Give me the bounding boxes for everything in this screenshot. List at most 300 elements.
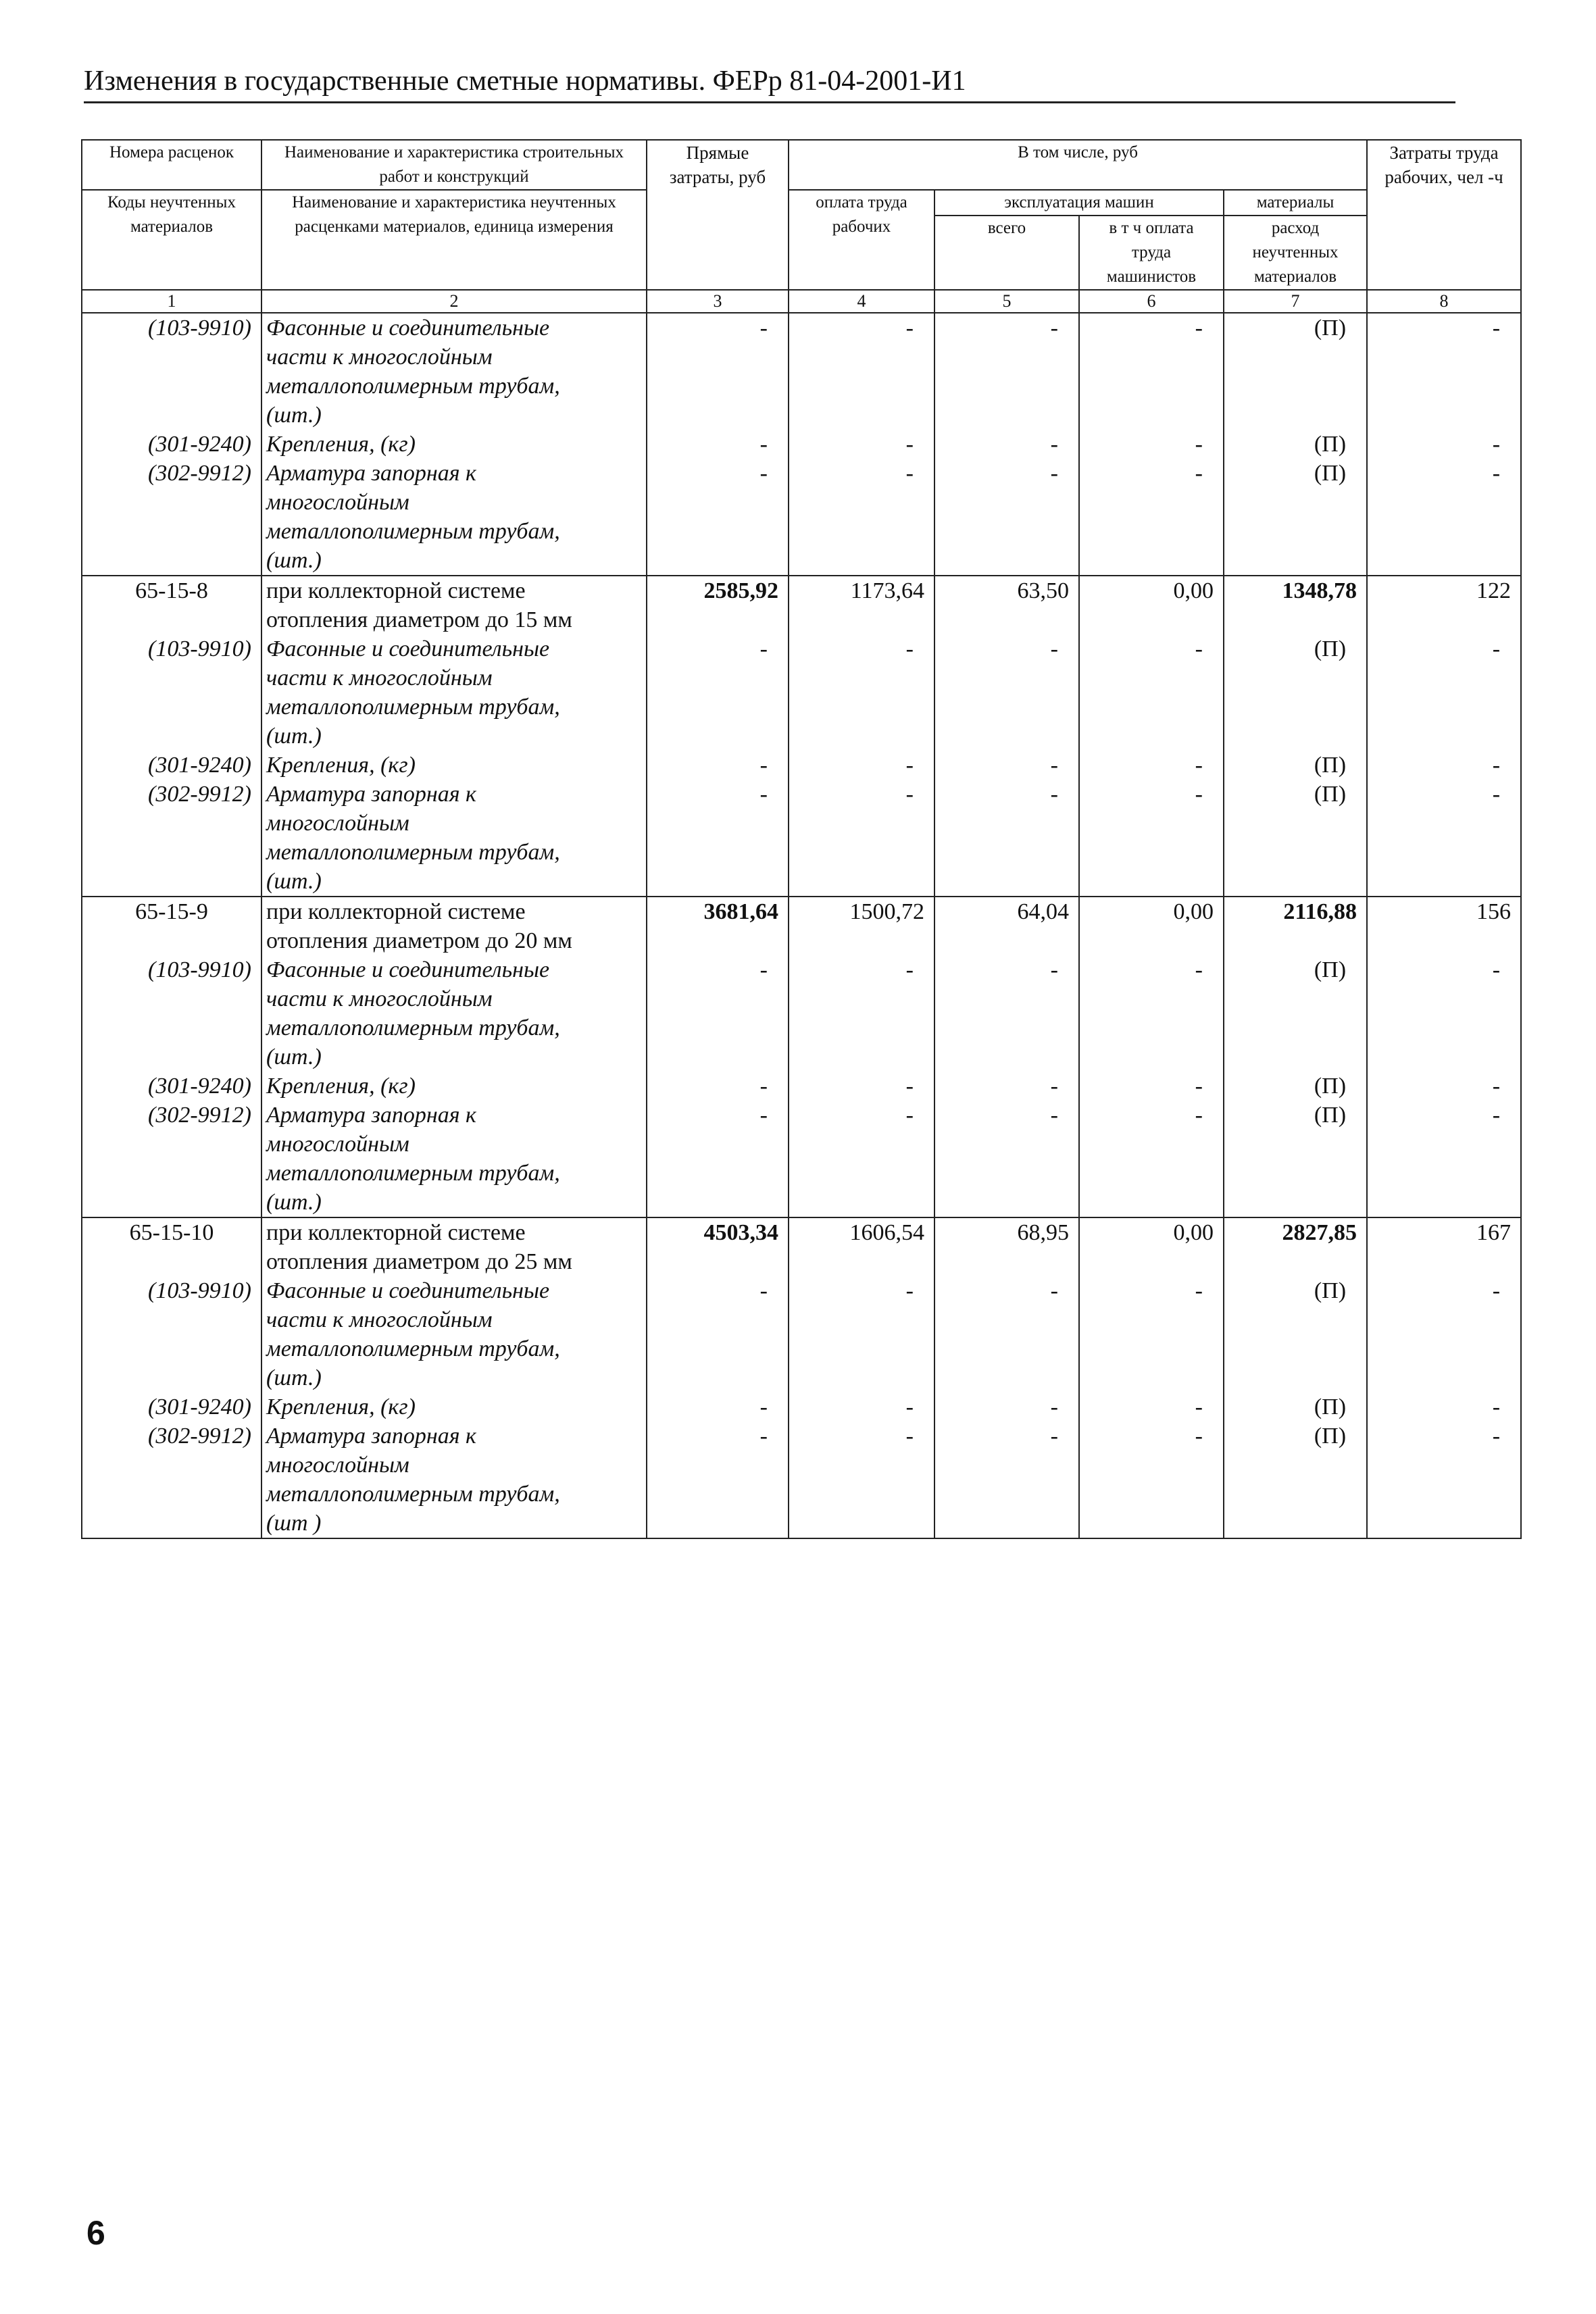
spacer bbox=[657, 1130, 778, 1159]
spacer bbox=[1089, 809, 1214, 838]
spacer bbox=[1089, 605, 1214, 634]
material-value: - bbox=[905, 1074, 914, 1099]
col1-header-bottom: Коды неучтенных материалов bbox=[82, 190, 261, 290]
material-value: - bbox=[759, 753, 768, 778]
spacer bbox=[1234, 838, 1357, 867]
materials-value: 2827,85 bbox=[1282, 1220, 1357, 1245]
spacer bbox=[1377, 343, 1511, 372]
material-name-line: металлополимерным трубам, bbox=[266, 1482, 560, 1507]
column-number: 6 bbox=[1079, 290, 1224, 313]
spacer bbox=[799, 1188, 924, 1217]
spacer bbox=[657, 1480, 778, 1509]
material-value: - bbox=[1492, 957, 1501, 982]
spacer bbox=[92, 984, 251, 1013]
spacer bbox=[1089, 867, 1214, 896]
spacer bbox=[657, 693, 778, 722]
col1-header-top: Номера расценок bbox=[82, 140, 261, 190]
spacer bbox=[1234, 401, 1357, 430]
spacer bbox=[1089, 693, 1214, 722]
spacer bbox=[1234, 867, 1357, 896]
spacer bbox=[92, 1334, 251, 1363]
rate-code: 65-15-9 bbox=[135, 899, 208, 924]
spacer bbox=[1234, 1188, 1357, 1217]
material-value: - bbox=[905, 753, 914, 778]
machines-header: эксплуатация машин bbox=[934, 190, 1224, 216]
spacer bbox=[657, 1159, 778, 1188]
spacer bbox=[657, 809, 778, 838]
spacer bbox=[1377, 926, 1511, 955]
spacer bbox=[657, 372, 778, 401]
spacer bbox=[799, 1042, 924, 1072]
spacer bbox=[92, 488, 251, 517]
spacer bbox=[1089, 1130, 1214, 1159]
material-value: - bbox=[1195, 461, 1203, 486]
labor-cost-cell bbox=[789, 313, 934, 576]
spacer bbox=[92, 838, 251, 867]
material-name-line: многослойным bbox=[266, 1132, 409, 1157]
spacer bbox=[799, 546, 924, 575]
spacer bbox=[799, 1013, 924, 1042]
spacer bbox=[92, 693, 251, 722]
labor-hours-cell bbox=[1367, 576, 1521, 897]
spacer bbox=[657, 926, 778, 955]
spacer bbox=[92, 546, 251, 575]
material-code: (301-9240) bbox=[148, 753, 251, 778]
code-cell bbox=[82, 313, 261, 576]
material-value: - bbox=[1492, 1424, 1501, 1449]
spacer bbox=[92, 1247, 251, 1276]
material-name-line: металлополимерным трубам, bbox=[266, 695, 560, 720]
document-header: Изменения в государственные сметные нормативы. ФЕРр 81-04-2001-И1 bbox=[84, 65, 1455, 103]
spacer bbox=[1089, 1334, 1214, 1363]
material-value: (П) bbox=[1314, 1278, 1347, 1303]
material-value: - bbox=[1050, 1103, 1058, 1128]
material-value: - bbox=[759, 1074, 768, 1099]
name-cell bbox=[261, 313, 647, 576]
spacer bbox=[1377, 1188, 1511, 1217]
spacer bbox=[657, 1509, 778, 1538]
spacer bbox=[799, 1363, 924, 1392]
materials-header: материалы bbox=[1224, 190, 1367, 216]
spacer bbox=[1234, 693, 1357, 722]
spacer bbox=[92, 1363, 251, 1392]
material-code: (103-9910) bbox=[148, 316, 251, 341]
code-cell bbox=[82, 897, 261, 1217]
spacer bbox=[945, 488, 1069, 517]
material-name-line: металлополимерным трубам, bbox=[266, 1015, 560, 1040]
material-value: - bbox=[1492, 1278, 1501, 1303]
spacer bbox=[1089, 984, 1214, 1013]
spacer bbox=[945, 1305, 1069, 1334]
spacer bbox=[92, 1509, 251, 1538]
material-name-line: части к многослойным bbox=[266, 665, 493, 690]
group-header: В том числе, руб bbox=[789, 140, 1367, 190]
material-value: - bbox=[905, 957, 914, 982]
spacer bbox=[945, 663, 1069, 693]
material-code: (302-9912) bbox=[148, 782, 251, 807]
spacer bbox=[1089, 1480, 1214, 1509]
material-name-line: части к многослойным bbox=[266, 345, 493, 370]
spacer bbox=[1234, 926, 1357, 955]
material-name-line: Арматура запорная к bbox=[266, 461, 476, 486]
material-name-line: Крепления, (кг) bbox=[266, 432, 416, 457]
spacer bbox=[1089, 1042, 1214, 1072]
material-value: - bbox=[1492, 1394, 1501, 1419]
column-number: 4 bbox=[789, 290, 934, 313]
column-numbers-row bbox=[82, 290, 1521, 313]
labor-cost-cell bbox=[789, 897, 934, 1217]
spacer bbox=[799, 1247, 924, 1276]
material-value: - bbox=[759, 316, 768, 341]
material-name-line: многослойным bbox=[266, 490, 409, 515]
material-value: - bbox=[1195, 1394, 1203, 1419]
material-code: (301-9240) bbox=[148, 1074, 251, 1099]
spacer bbox=[657, 1188, 778, 1217]
spacer bbox=[92, 605, 251, 634]
material-name-line: Крепления, (кг) bbox=[266, 1074, 416, 1099]
table-row bbox=[82, 313, 1521, 576]
material-name-line: Крепления, (кг) bbox=[266, 1394, 416, 1419]
material-value: - bbox=[759, 957, 768, 982]
material-value: - bbox=[1195, 1278, 1203, 1303]
spacer bbox=[92, 1480, 251, 1509]
spacer bbox=[1089, 372, 1214, 401]
material-value: (П) bbox=[1314, 957, 1347, 982]
spacer bbox=[799, 517, 924, 546]
material-name-line: Фасонные и соединительные bbox=[266, 636, 550, 661]
material-name-line: (шт.) bbox=[266, 1365, 322, 1390]
spacer bbox=[1377, 1305, 1511, 1334]
labor-cost-cell bbox=[789, 576, 934, 897]
spacer bbox=[1377, 1363, 1511, 1392]
machine-total-cell bbox=[934, 313, 1079, 576]
spacer bbox=[945, 546, 1069, 575]
material-value: - bbox=[1492, 636, 1501, 661]
spacer bbox=[945, 1480, 1069, 1509]
spacer bbox=[799, 693, 924, 722]
material-name-line: металлополимерным трубам, bbox=[266, 840, 560, 865]
code-cell bbox=[82, 576, 261, 897]
material-code: (302-9912) bbox=[148, 461, 251, 486]
direct-cost-value: 3681,64 bbox=[703, 899, 778, 924]
material-value: (П) bbox=[1314, 1424, 1347, 1449]
material-value: (П) bbox=[1314, 636, 1347, 661]
spacer bbox=[92, 343, 251, 372]
spacer bbox=[1234, 1363, 1357, 1392]
name-cell bbox=[261, 576, 647, 897]
machine-labor-value: 0,00 bbox=[1173, 1220, 1214, 1245]
material-name-line: металлополимерным трубам, bbox=[266, 519, 560, 544]
spacer bbox=[1234, 1130, 1357, 1159]
machine-labor-value: 0,00 bbox=[1173, 899, 1214, 924]
labor-cost-value: 1606,54 bbox=[849, 1220, 924, 1245]
spacer bbox=[657, 546, 778, 575]
column-number: 3 bbox=[647, 290, 789, 313]
material-name-line: (шт.) bbox=[266, 403, 322, 428]
material-name-line: Арматура запорная к bbox=[266, 782, 476, 807]
material-value: - bbox=[759, 432, 768, 457]
spacer bbox=[92, 1159, 251, 1188]
spacer bbox=[1234, 517, 1357, 546]
labor-hours-value: 167 bbox=[1476, 1220, 1512, 1245]
spacer bbox=[1089, 517, 1214, 546]
spacer bbox=[1234, 663, 1357, 693]
material-value: - bbox=[1195, 316, 1203, 341]
spacer bbox=[657, 1013, 778, 1042]
material-value: - bbox=[1050, 782, 1058, 807]
spacer bbox=[92, 1305, 251, 1334]
material-value: - bbox=[1050, 461, 1058, 486]
material-value: - bbox=[759, 1394, 768, 1419]
material-value: - bbox=[1492, 1103, 1501, 1128]
spacer bbox=[657, 1305, 778, 1334]
spacer bbox=[1377, 809, 1511, 838]
spacer bbox=[945, 1451, 1069, 1480]
spacer bbox=[1377, 663, 1511, 693]
work-name-line: отопления диаметром до 25 мм bbox=[266, 1249, 572, 1274]
materials-cell bbox=[1224, 1217, 1367, 1538]
machine-labor-cell bbox=[1079, 897, 1224, 1217]
materials-value: 2116,88 bbox=[1283, 899, 1357, 924]
spacer bbox=[1234, 343, 1357, 372]
material-value: - bbox=[905, 461, 914, 486]
col4-header: оплата труда рабочих bbox=[789, 190, 934, 290]
spacer bbox=[1234, 372, 1357, 401]
material-value: - bbox=[759, 782, 768, 807]
machine-labor-cell bbox=[1079, 1217, 1224, 1538]
spacer bbox=[945, 1247, 1069, 1276]
spacer bbox=[799, 343, 924, 372]
column-number: 1 bbox=[82, 290, 261, 313]
material-name-line: (шт.) bbox=[266, 869, 322, 894]
spacer bbox=[945, 693, 1069, 722]
spacer bbox=[92, 1188, 251, 1217]
labor-hours-cell bbox=[1367, 897, 1521, 1217]
spacer bbox=[945, 517, 1069, 546]
material-code: (301-9240) bbox=[148, 1394, 251, 1419]
material-value: - bbox=[1195, 957, 1203, 982]
spacer bbox=[1234, 1451, 1357, 1480]
spacer bbox=[657, 984, 778, 1013]
labor-hours-value: 122 bbox=[1476, 578, 1512, 603]
spacer bbox=[1234, 605, 1357, 634]
spacer bbox=[92, 926, 251, 955]
spacer bbox=[945, 984, 1069, 1013]
spacer bbox=[945, 1188, 1069, 1217]
material-value: - bbox=[759, 461, 768, 486]
material-name-line: (шт ) bbox=[266, 1511, 322, 1536]
material-value: (П) bbox=[1314, 461, 1347, 486]
material-value: - bbox=[1050, 1394, 1058, 1419]
spacer bbox=[1377, 1451, 1511, 1480]
col3-header: Прямые затраты, руб bbox=[647, 140, 789, 290]
material-value: - bbox=[1050, 1424, 1058, 1449]
labor-hours-value: 156 bbox=[1476, 899, 1512, 924]
spacer bbox=[657, 1334, 778, 1363]
header-row-1 bbox=[82, 140, 1521, 190]
spacer bbox=[945, 343, 1069, 372]
table-row bbox=[82, 576, 1521, 897]
material-value: - bbox=[1492, 753, 1501, 778]
spacer bbox=[1089, 1451, 1214, 1480]
material-name-line: части к многослойным bbox=[266, 986, 493, 1011]
spacer bbox=[1234, 546, 1357, 575]
spacer bbox=[657, 401, 778, 430]
spacer bbox=[1377, 1042, 1511, 1072]
material-name-line: многослойным bbox=[266, 811, 409, 836]
spacer bbox=[657, 1042, 778, 1072]
col2-header-bottom: Наименование и характеристика неучтенных расценками материалов, единица измерения bbox=[261, 190, 647, 290]
material-code: (302-9912) bbox=[148, 1424, 251, 1449]
spacer bbox=[92, 372, 251, 401]
material-value: - bbox=[1050, 636, 1058, 661]
spacer bbox=[1089, 722, 1214, 751]
direct-cost-value: 4503,34 bbox=[703, 1220, 778, 1245]
machine-labor-cell bbox=[1079, 576, 1224, 897]
spacer bbox=[799, 1509, 924, 1538]
spacer bbox=[799, 1130, 924, 1159]
material-name-line: Фасонные и соединительные bbox=[266, 1278, 550, 1303]
spacer bbox=[92, 401, 251, 430]
column-number: 7 bbox=[1224, 290, 1367, 313]
spacer bbox=[1089, 546, 1214, 575]
spacer bbox=[945, 1013, 1069, 1042]
spacer bbox=[657, 838, 778, 867]
material-value: - bbox=[1195, 636, 1203, 661]
material-name-line: металлополимерным трубам, bbox=[266, 1336, 560, 1361]
spacer bbox=[1089, 663, 1214, 693]
spacer bbox=[92, 1451, 251, 1480]
spacer bbox=[92, 809, 251, 838]
direct-cost-cell bbox=[647, 897, 789, 1217]
spacer bbox=[92, 1130, 251, 1159]
spacer bbox=[945, 1159, 1069, 1188]
name-cell bbox=[261, 897, 647, 1217]
spacer bbox=[1089, 838, 1214, 867]
code-cell bbox=[82, 1217, 261, 1538]
spacer bbox=[1377, 1247, 1511, 1276]
spacer bbox=[1234, 984, 1357, 1013]
material-value: - bbox=[1492, 461, 1501, 486]
spacer bbox=[1377, 372, 1511, 401]
work-name-line: при коллекторной системе bbox=[266, 899, 526, 924]
spacer bbox=[945, 926, 1069, 955]
spacer bbox=[799, 372, 924, 401]
labor-cost-value: 1173,64 bbox=[850, 578, 924, 603]
material-value: - bbox=[759, 1103, 768, 1128]
spacer bbox=[1089, 1188, 1214, 1217]
spacer bbox=[92, 1013, 251, 1042]
work-name-line: отопления диаметром до 20 мм bbox=[266, 928, 572, 953]
machine-total-cell bbox=[934, 1217, 1079, 1538]
spacer bbox=[945, 1130, 1069, 1159]
spacer bbox=[1377, 1509, 1511, 1538]
material-value: - bbox=[1050, 957, 1058, 982]
spacer bbox=[92, 517, 251, 546]
work-name-line: отопления диаметром до 15 мм bbox=[266, 607, 572, 632]
materials-cell bbox=[1224, 313, 1367, 576]
spacer bbox=[799, 838, 924, 867]
column-number: 2 bbox=[261, 290, 647, 313]
material-name-line: Арматура запорная к bbox=[266, 1424, 476, 1449]
material-value: - bbox=[1195, 1074, 1203, 1099]
material-code: (302-9912) bbox=[148, 1103, 251, 1128]
material-value: - bbox=[1050, 1278, 1058, 1303]
material-value: - bbox=[759, 1424, 768, 1449]
spacer bbox=[799, 984, 924, 1013]
material-name-line: (шт.) bbox=[266, 1190, 322, 1215]
machine-total-value: 64,04 bbox=[1017, 899, 1069, 924]
spacer bbox=[945, 809, 1069, 838]
spacer bbox=[1377, 693, 1511, 722]
spacer bbox=[657, 1451, 778, 1480]
spacer bbox=[1377, 1480, 1511, 1509]
spacer bbox=[799, 722, 924, 751]
materials-cell bbox=[1224, 576, 1367, 897]
spacer bbox=[1234, 1247, 1357, 1276]
spacer bbox=[1089, 926, 1214, 955]
material-code: (301-9240) bbox=[148, 432, 251, 457]
spacer bbox=[1377, 1013, 1511, 1042]
labor-cost-cell bbox=[789, 1217, 934, 1538]
material-value: - bbox=[905, 636, 914, 661]
material-value: (П) bbox=[1314, 1103, 1347, 1128]
material-value: - bbox=[1195, 782, 1203, 807]
material-value: - bbox=[905, 1394, 914, 1419]
material-value: - bbox=[1195, 1424, 1203, 1449]
machine-labor-cell bbox=[1079, 313, 1224, 576]
material-value: (П) bbox=[1314, 1394, 1347, 1419]
spacer bbox=[945, 1509, 1069, 1538]
direct-cost-cell bbox=[647, 313, 789, 576]
material-value: - bbox=[905, 1103, 914, 1128]
material-name-line: металлополимерным трубам, bbox=[266, 374, 560, 399]
direct-cost-cell bbox=[647, 576, 789, 897]
spacer bbox=[1089, 1509, 1214, 1538]
spacer bbox=[1089, 1159, 1214, 1188]
spacer bbox=[1234, 1042, 1357, 1072]
material-value: - bbox=[1050, 432, 1058, 457]
spacer bbox=[657, 488, 778, 517]
material-value: - bbox=[905, 1424, 914, 1449]
col6-header: в т ч оплата труда машинистов bbox=[1079, 216, 1224, 290]
spacer bbox=[799, 926, 924, 955]
machine-total-value: 63,50 bbox=[1017, 578, 1069, 603]
material-value: - bbox=[1492, 782, 1501, 807]
spacer bbox=[1377, 984, 1511, 1013]
spacer bbox=[1234, 809, 1357, 838]
spacer bbox=[945, 722, 1069, 751]
labor-cost-value: 1500,72 bbox=[849, 899, 924, 924]
material-value: - bbox=[759, 636, 768, 661]
spacer bbox=[1377, 517, 1511, 546]
material-value: - bbox=[905, 432, 914, 457]
spacer bbox=[1089, 1247, 1214, 1276]
material-name-line: Фасонные и соединительные bbox=[266, 957, 550, 982]
spacer bbox=[657, 517, 778, 546]
spacer bbox=[657, 605, 778, 634]
material-name-line: металлополимерным трубам, bbox=[266, 1161, 560, 1186]
spacer bbox=[799, 1334, 924, 1363]
material-value: - bbox=[905, 316, 914, 341]
spacer bbox=[945, 1363, 1069, 1392]
col8-header: Затраты труда рабочих, чел -ч bbox=[1367, 140, 1521, 290]
spacer bbox=[1234, 1334, 1357, 1363]
spacer bbox=[799, 401, 924, 430]
column-number: 8 bbox=[1367, 290, 1521, 313]
page-number: 6 bbox=[86, 2214, 105, 2252]
material-value: - bbox=[1492, 1074, 1501, 1099]
